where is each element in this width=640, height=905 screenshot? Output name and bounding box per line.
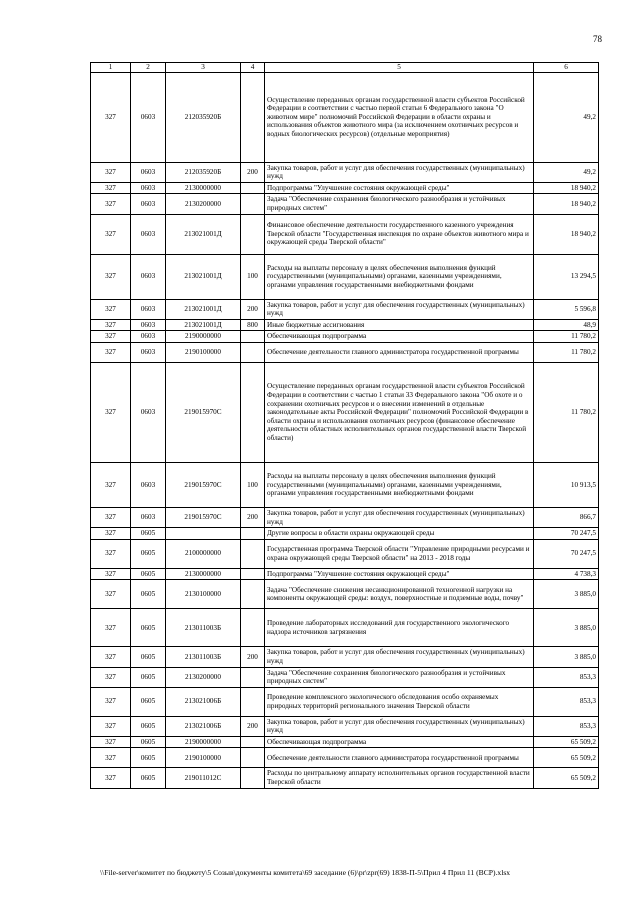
target-article-cell: 219015970С: [166, 362, 241, 462]
amount-cell: 3 885,0: [534, 609, 599, 647]
page-number: 78: [593, 34, 602, 44]
expense-type-cell: [241, 342, 265, 362]
description-cell: Задача "Обеспечение сохранения биологического разнообразия и устойчивых природных систем": [265, 194, 534, 214]
section-code-cell: 0605: [131, 667, 166, 687]
description-cell: Закупка товаров, работ и услуг для обеспечения государственных (муниципальных) нужд: [265, 299, 534, 319]
table-row: [91, 716, 599, 736]
description-cell: Расходы по центральному аппарату исполнительных органов государственной власти Тверской области: [265, 768, 534, 788]
ministry-code-cell: 327: [91, 609, 131, 647]
amount-cell: 3 885,0: [534, 580, 599, 609]
description-cell: Задача "Обеспечение снижения несанкционированной техногенной нагрузки на компоненты окружающей среды: воздух, поверхностные и подземные воды, почву": [265, 580, 534, 609]
budget-table: [90, 62, 599, 789]
expense-type-cell: [241, 568, 265, 580]
expense-type-cell: 200: [241, 162, 265, 182]
table-row: [91, 342, 599, 362]
ministry-code-cell: 327: [91, 748, 131, 768]
expense-type-cell: 200: [241, 299, 265, 319]
amount-cell: 853,3: [534, 667, 599, 687]
expense-type-cell: [241, 528, 265, 540]
table-row: [91, 182, 599, 194]
amount-cell: 70 247,5: [534, 528, 599, 540]
description-cell: Расходы на выплаты персоналу в целях обеспечения выполнения функций государственными (муниципальными) органами, казенными учреждениями, органами управления государственными внебюджетными фондами: [265, 462, 534, 507]
ministry-code-cell: 327: [91, 716, 131, 736]
description-cell: Задача "Обеспечение сохранения биологического разнообразия и устойчивых природных систем": [265, 667, 534, 687]
table-row: [91, 362, 599, 462]
amount-cell: 49,2: [534, 72, 599, 162]
ministry-code-cell: 327: [91, 299, 131, 319]
amount-cell: 70 247,5: [534, 539, 599, 568]
table-row: [91, 580, 599, 609]
ministry-code-cell: 327: [91, 214, 131, 254]
amount-cell: 65 509,2: [534, 736, 599, 748]
section-code-cell: 0605: [131, 568, 166, 580]
section-code-cell: 0605: [131, 687, 166, 716]
description-cell: Обеспечение деятельности главного администратора государственной программы: [265, 342, 534, 362]
amount-cell: 13 294,5: [534, 254, 599, 299]
expense-type-cell: [241, 214, 265, 254]
expense-type-cell: 800: [241, 319, 265, 331]
table-row: [91, 748, 599, 768]
target-article-cell: 213011003Б: [166, 609, 241, 647]
target-article-cell: 2190100000: [166, 342, 241, 362]
section-code-cell: 0603: [131, 72, 166, 162]
section-code-cell: 0603: [131, 342, 166, 362]
ministry-code-cell: 327: [91, 319, 131, 331]
expense-type-cell: [241, 72, 265, 162]
target-article-cell: 2190100000: [166, 748, 241, 768]
section-code-cell: 0605: [131, 609, 166, 647]
expense-type-cell: 200: [241, 507, 265, 527]
description-cell: Обеспечивающая подпрограмма: [265, 331, 534, 343]
ministry-code-cell: 327: [91, 736, 131, 748]
amount-cell: 49,2: [534, 162, 599, 182]
section-code-cell: 0603: [131, 182, 166, 194]
amount-cell: 3 885,0: [534, 647, 599, 667]
ministry-code-cell: 327: [91, 647, 131, 667]
table-row: [91, 609, 599, 647]
amount-cell: 11 780,2: [534, 331, 599, 343]
description-cell: Проведение лабораторных исследований для государственного экологического надзора источников загрязнения: [265, 609, 534, 647]
section-code-cell: 0605: [131, 647, 166, 667]
footer-file-path: \\File-server\комитет по бюджету\5 Созыв\документы комитета\69 заседание (6)\pr\zpr(69) 1838-П-5\Прил 4 Прил 11 (ВСР).xlsx: [100, 868, 511, 877]
ministry-code-cell: 327: [91, 507, 131, 527]
target-article-cell: 212035920Б: [166, 162, 241, 182]
amount-cell: 853,3: [534, 687, 599, 716]
target-article-cell: 219011012С: [166, 768, 241, 788]
expense-type-cell: [241, 609, 265, 647]
target-article-cell: 213021001Д: [166, 254, 241, 299]
expense-type-cell: 200: [241, 716, 265, 736]
target-article-cell: 2130200000: [166, 667, 241, 687]
description-cell: Закупка товаров, работ и услуг для обеспечения государственных (муниципальных) нужд: [265, 162, 534, 182]
amount-cell: 4 738,3: [534, 568, 599, 580]
description-cell: Осуществление переданных органам государственной власти субъектов Российской Федерации в соответствии с частью 1 статьи 33 Федерального закона "Об охоте и о сохранении охотничьих ресурсов и о внесении изменений в отдельные законодательные акты Российской Федерации" полномочий Российской Федерации в области охраны и использования охотничьих ресурсов (финансовое обеспечение деятельности областных исполнительных органов государственной власти Тверской области): [265, 362, 534, 462]
ministry-code-cell: 327: [91, 667, 131, 687]
section-code-cell: 0605: [131, 539, 166, 568]
header-col-5: 5: [265, 63, 534, 73]
amount-cell: 866,7: [534, 507, 599, 527]
expense-type-cell: [241, 539, 265, 568]
ministry-code-cell: 327: [91, 72, 131, 162]
table-row: [91, 539, 599, 568]
table-row: [91, 319, 599, 331]
expense-type-cell: 100: [241, 254, 265, 299]
expense-type-cell: [241, 748, 265, 768]
table-row: [91, 299, 599, 319]
header-col-4: 4: [241, 63, 265, 73]
expense-type-cell: [241, 768, 265, 788]
description-cell: Осуществление переданных органам государственной власти субъектов Российской Федерации в соответствии с частью первой статьи 6 Федерального закона "О животном мире" полномочий Российской Федерации в области охраны и использования объектов животного мира (за исключением охотничьих ресурсов и водных биологических ресурсов) (отдельные мероприятия): [265, 72, 534, 162]
target-article-cell: 219015970С: [166, 507, 241, 527]
section-code-cell: 0605: [131, 580, 166, 609]
header-col-6: 6: [534, 63, 599, 73]
expense-type-cell: [241, 362, 265, 462]
table-row: [91, 687, 599, 716]
section-code-cell: 0605: [131, 716, 166, 736]
description-cell: Финансовое обеспечение деятельности государственного казенного учреждения Тверской области "Государственная инспекция по охране объектов животного мира и окружающей среды Тверской области": [265, 214, 534, 254]
section-code-cell: 0603: [131, 319, 166, 331]
header-col-3: 3: [166, 63, 241, 73]
table-row: [91, 568, 599, 580]
target-article-cell: 2130100000: [166, 580, 241, 609]
target-article-cell: 2100000000: [166, 539, 241, 568]
expense-type-cell: 200: [241, 647, 265, 667]
target-article-cell: 213021006Б: [166, 687, 241, 716]
table-row: [91, 331, 599, 343]
amount-cell: 18 940,2: [534, 214, 599, 254]
ministry-code-cell: 327: [91, 462, 131, 507]
table-row: [91, 736, 599, 748]
expense-type-cell: [241, 667, 265, 687]
amount-cell: 853,3: [534, 716, 599, 736]
amount-cell: 65 509,2: [534, 768, 599, 788]
section-code-cell: 0603: [131, 331, 166, 343]
amount-cell: 65 509,2: [534, 748, 599, 768]
target-article-cell: 213021001Д: [166, 299, 241, 319]
description-cell: Обеспечивающая подпрограмма: [265, 736, 534, 748]
table-row: [91, 72, 599, 162]
target-article-cell: 212035920Б: [166, 72, 241, 162]
expense-type-cell: [241, 580, 265, 609]
table-row: [91, 214, 599, 254]
amount-cell: 11 780,2: [534, 362, 599, 462]
section-code-cell: 0605: [131, 528, 166, 540]
section-code-cell: 0603: [131, 214, 166, 254]
description-cell: Другие вопросы в области охраны окружающей среды: [265, 528, 534, 540]
target-article-cell: 213021001Д: [166, 214, 241, 254]
table-header-row: [91, 63, 599, 73]
section-code-cell: 0603: [131, 507, 166, 527]
table-row: [91, 462, 599, 507]
description-cell: Закупка товаров, работ и услуг для обеспечения государственных (муниципальных) нужд: [265, 716, 534, 736]
ministry-code-cell: 327: [91, 580, 131, 609]
section-code-cell: 0603: [131, 254, 166, 299]
section-code-cell: 0603: [131, 362, 166, 462]
ministry-code-cell: 327: [91, 331, 131, 343]
ministry-code-cell: 327: [91, 362, 131, 462]
description-cell: Подпрограмма "Улучшение состояния окружающей среды": [265, 182, 534, 194]
table-row: [91, 162, 599, 182]
ministry-code-cell: 327: [91, 162, 131, 182]
description-cell: Расходы на выплаты персоналу в целях обеспечения выполнения функций государственными (муниципальными) органами, казенными учреждениями, органами управления государственными внебюджетными фондами: [265, 254, 534, 299]
description-cell: Обеспечение деятельности главного администратора государственной программы: [265, 748, 534, 768]
target-article-cell: 2190000000: [166, 331, 241, 343]
amount-cell: 5 596,8: [534, 299, 599, 319]
target-article-cell: 213021006Б: [166, 716, 241, 736]
description-cell: Проведение комплексного экологического обследования особо охраняемых природных территорий регионального значения Тверской области: [265, 687, 534, 716]
ministry-code-cell: 327: [91, 539, 131, 568]
section-code-cell: 0603: [131, 162, 166, 182]
ministry-code-cell: 327: [91, 254, 131, 299]
table-row: [91, 667, 599, 687]
amount-cell: 11 780,2: [534, 342, 599, 362]
header-col-2: 2: [131, 63, 166, 73]
amount-cell: 18 940,2: [534, 182, 599, 194]
description-cell: Закупка товаров, работ и услуг для обеспечения государственных (муниципальных) нужд: [265, 647, 534, 667]
section-code-cell: 0605: [131, 768, 166, 788]
amount-cell: 18 940,2: [534, 194, 599, 214]
expense-type-cell: [241, 736, 265, 748]
section-code-cell: 0605: [131, 748, 166, 768]
ministry-code-cell: 327: [91, 342, 131, 362]
section-code-cell: 0605: [131, 736, 166, 748]
expense-type-cell: [241, 182, 265, 194]
target-article-cell: 2190000000: [166, 736, 241, 748]
ministry-code-cell: 327: [91, 528, 131, 540]
target-article-cell: 219015970С: [166, 462, 241, 507]
description-cell: Государственная программа Тверской области "Управление природными ресурсами и охрана окружающей среды Тверской области" на 2013 - 2018 годы: [265, 539, 534, 568]
ministry-code-cell: 327: [91, 568, 131, 580]
ministry-code-cell: 327: [91, 182, 131, 194]
table-row: [91, 768, 599, 788]
target-article-cell: 213021001Д: [166, 319, 241, 331]
target-article-cell: [166, 528, 241, 540]
section-code-cell: 0603: [131, 194, 166, 214]
table-row: [91, 647, 599, 667]
ministry-code-cell: 327: [91, 768, 131, 788]
expense-type-cell: [241, 331, 265, 343]
target-article-cell: 213011003Б: [166, 647, 241, 667]
table-row: [91, 194, 599, 214]
target-article-cell: 2130000000: [166, 182, 241, 194]
ministry-code-cell: 327: [91, 194, 131, 214]
ministry-code-cell: 327: [91, 687, 131, 716]
target-article-cell: 2130200000: [166, 194, 241, 214]
table-body: [91, 72, 599, 788]
table-row: [91, 528, 599, 540]
description-cell: Иные бюджетные ассигнования: [265, 319, 534, 331]
expense-type-cell: 100: [241, 462, 265, 507]
section-code-cell: 0603: [131, 299, 166, 319]
amount-cell: 10 913,5: [534, 462, 599, 507]
target-article-cell: 2130000000: [166, 568, 241, 580]
table-row: [91, 254, 599, 299]
amount-cell: 48,9: [534, 319, 599, 331]
expense-type-cell: [241, 194, 265, 214]
header-col-1: 1: [91, 63, 131, 73]
description-cell: Закупка товаров, работ и услуг для обеспечения государственных (муниципальных) нужд: [265, 507, 534, 527]
section-code-cell: 0603: [131, 462, 166, 507]
description-cell: Подпрограмма "Улучшение состояния окружающей среды": [265, 568, 534, 580]
table-row: [91, 507, 599, 527]
expense-type-cell: [241, 687, 265, 716]
